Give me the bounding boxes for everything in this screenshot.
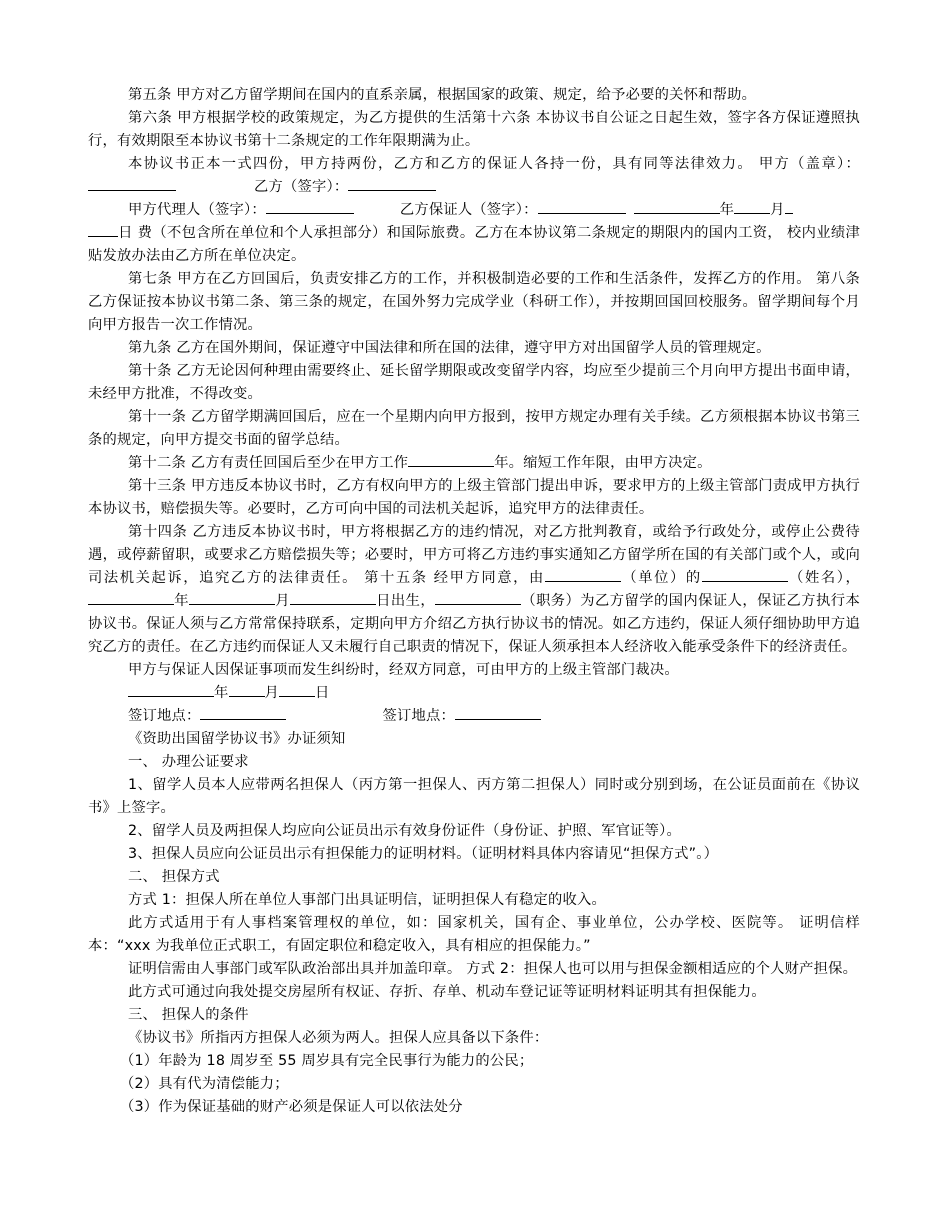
work-years-blank[interactable] <box>408 452 494 467</box>
signature-line <box>88 199 860 268</box>
guarantor-post-blank[interactable] <box>435 590 521 605</box>
copies-clause <box>88 153 860 199</box>
condition-1: （1）年龄为 18 周岁至 55 周岁具有完全民事行为能力的公民； <box>120 1053 534 1069</box>
party-b-sign-blank[interactable] <box>348 176 436 191</box>
agreement-document <box>88 84 860 1119</box>
sign-day-rest: 日 费（不包含所在单位和个人承担部分）和国际旅费。乙方在本协议第二条规定的期限内的国内工资， 校内业绩津贴发放办法由乙方所在单位决定。 <box>88 225 860 264</box>
guarantee-way-1: 方式 1：担保人所在单位人事部门出具证明信，证明担保人有稳定的收入。 <box>128 892 606 908</box>
birth-day-label: 日出生， <box>375 593 436 609</box>
article-10: 第十条 乙方无论因何种理由需要终止、延长留学期限或改变留学内容，均应至少提前三个月向甲方提出书面申请，未经甲方批准，不得改变。 <box>88 363 860 402</box>
date-line <box>88 682 860 705</box>
date-month-blank[interactable] <box>229 682 265 697</box>
guarantor-duty-text: 为乙方留学的国内保证人，保证乙方执行本协议书。保证人须与乙方常常保持联系，定期向甲方介绍乙方执行协议书的情况。如乙方违约，保证人须仔细协助甲方追究乙方的责任。在乙方违约而保证人又未履行自己职责的情况下，保证人须承担本人经济收入能承受条件下的经济责任。 <box>88 593 860 655</box>
article-12-text-a: 第十二条 乙方有责任回国后至少在甲方工作 <box>128 455 409 471</box>
birth-month-blank[interactable] <box>189 590 275 605</box>
unit-label: （单位）的 <box>620 570 702 586</box>
date-month-label: 月 <box>264 685 279 701</box>
guarantee-way-1-seal: 证明信需由人事部门或军队政治部出具并加盖印章。 方式 2：担保人也可以用与担保金额相适应的个人财产担保。 <box>128 961 858 977</box>
conditions-intro: 《协议书》所指丙方担保人必须为两人。担保人应具备以下条件： <box>128 1030 549 1046</box>
section-3-heading: 三、 担保人的条件 <box>128 1007 249 1023</box>
signing-place-b-label: 签订地点： <box>382 708 455 724</box>
sign-day-blank-b[interactable] <box>88 222 118 237</box>
section-1-heading: 一、 办理公证要求 <box>128 754 249 770</box>
birth-year-blank[interactable] <box>88 590 174 605</box>
date-day-blank[interactable] <box>279 682 315 697</box>
article-7-8: 第七条 甲方在乙方回国后，负责安排乙方的工作，并积极制造必要的工作和生活条件，发挥乙方的作用。 第八条 乙方保证按本协议书第二条、第三条的规定，在国外努力完成学业（科研工作），并按期回国回校服务。留学期间每个月向甲方报告一次工作情况。 <box>88 271 860 333</box>
article-12-text-b: 年。缩短工作年限，由甲方决定。 <box>494 455 712 471</box>
article-9: 第九条 乙方在国外期间，保证遵守中国法律和所在国的法律，遵守甲方对出国留学人员的管理规定。 <box>128 340 771 356</box>
signing-place-line <box>88 705 860 728</box>
birth-year-label: 年 <box>174 593 189 609</box>
sign-month-blank[interactable] <box>734 199 770 214</box>
requirement-2: 2、留学人员及两担保人均应向公证员出示有效身份证件（身份证、护照、军官证等）。 <box>128 823 682 839</box>
date-day-label: 日 <box>315 685 330 701</box>
article-12 <box>88 452 860 475</box>
sign-day-blank-a[interactable] <box>785 199 793 214</box>
date-year-label: 年 <box>214 685 229 701</box>
copies-text: 本协议书正本一式四份，甲方持两份，乙方和乙方的保证人各持一份，具有同等法律效力。 甲方（盖章）： <box>128 156 860 172</box>
signing-place-a-blank[interactable] <box>200 705 286 720</box>
party-b-sign-label: 乙方（签字）： <box>254 179 349 195</box>
birth-day-blank[interactable] <box>290 590 376 605</box>
section-2-heading: 二、 担保方式 <box>128 869 220 885</box>
date-year-blank[interactable] <box>128 682 214 697</box>
article-13: 第十三条 甲方违反本协议书时，乙方有权向甲方的上级主管部门提出申诉，要求甲方的上级主管部门责成甲方执行本协议书，赔偿损失等。必要时，乙方可向中国的司法机关起诉，追究甲方的法律责任。 <box>88 478 860 517</box>
birth-month-label: 月 <box>274 593 290 609</box>
name-label: （姓名）， <box>787 570 860 586</box>
guarantor-unit-blank[interactable] <box>545 567 621 582</box>
dispute-clause: 甲方与保证人因保证事项而发生纠纷时，经双方同意，可由甲方的上级主管部门裁决。 <box>128 662 679 678</box>
party-a-seal-blank[interactable] <box>88 176 176 191</box>
article-11: 第十一条 乙方留学期满回国后，应在一个星期内向甲方报到，按甲方规定办理有关手续。乙方须根据本协议书第三条的规定，向甲方提交书面的留学总结。 <box>88 409 860 448</box>
sign-year-blank[interactable] <box>634 199 720 214</box>
guarantor-name-blank[interactable] <box>702 567 788 582</box>
post-label: （职务） <box>521 593 581 609</box>
guarantor-sign-blank[interactable] <box>538 199 626 214</box>
guarantor-sign-label: 乙方保证人（签字）： <box>399 202 538 218</box>
article-14-text: 第十四条 乙方违反本协议书时，甲方将根据乙方的违约情况，对乙方批判教育，或给予行政处分，或停止公费待遇，或停薪留职，或要求乙方赔偿损失等；必要时，甲方可将乙方违约事实通知乙方留学所在国的有关部门或个人，或向司法机关起诉，追究乙方的法律责任。 第十五条 经甲方同意，由 <box>88 524 860 586</box>
article-6: 第六条 甲方根据学校的政策规定，为乙方提供的生活第十六条 本协议书自公证之日起生效，签字各方保证遵照执行，有效期限至本协议书第十二条规定的工作年限期满为止。 <box>88 110 860 149</box>
guarantee-way-2-desc: 此方式可通过向我处提交房屋所有权证、存折、存单、机动车登记证等证明材料证明其有担保能力。 <box>128 984 766 1000</box>
notice-title: 《资助出国留学协议书》办证须知 <box>128 731 346 747</box>
guarantee-way-1-desc: 此方式适用于有人事档案管理权的单位，如：国家机关，国有企、事业单位，公办学校、医院等。 证明信样本：“xxx 为我单位正式职工，有固定职位和稳定收入，具有相应的担保能力。” <box>88 915 860 954</box>
signing-place-a-label: 签订地点： <box>128 708 201 724</box>
agent-sign-label: 甲方代理人（签字）： <box>128 202 266 218</box>
requirement-1: 1、留学人员本人应带两名担保人（丙方第一担保人、丙方第二担保人）同时或分别到场，在公证员面前在《协议书》上签字。 <box>88 777 860 816</box>
article-5: 第五条 甲方对乙方留学期间在国内的直系亲属，根据国家的政策、规定，给予必要的关怀和帮助。 <box>128 87 757 103</box>
article-14-15 <box>88 521 860 659</box>
signing-place-b-blank[interactable] <box>455 705 541 720</box>
requirement-3: 3、担保人员应向公证员出示有担保能力的证明材料。（证明材料具体内容请见“担保方式”。） <box>128 846 719 862</box>
sign-year-label: 年 <box>719 202 735 218</box>
condition-3: （3）作为保证基础的财产必须是保证人可以依法处分 <box>120 1099 463 1115</box>
agent-sign-blank[interactable] <box>266 199 354 214</box>
sign-month-label: 月 <box>770 202 785 218</box>
condition-2: （2）具有代为清偿能力； <box>120 1076 289 1092</box>
